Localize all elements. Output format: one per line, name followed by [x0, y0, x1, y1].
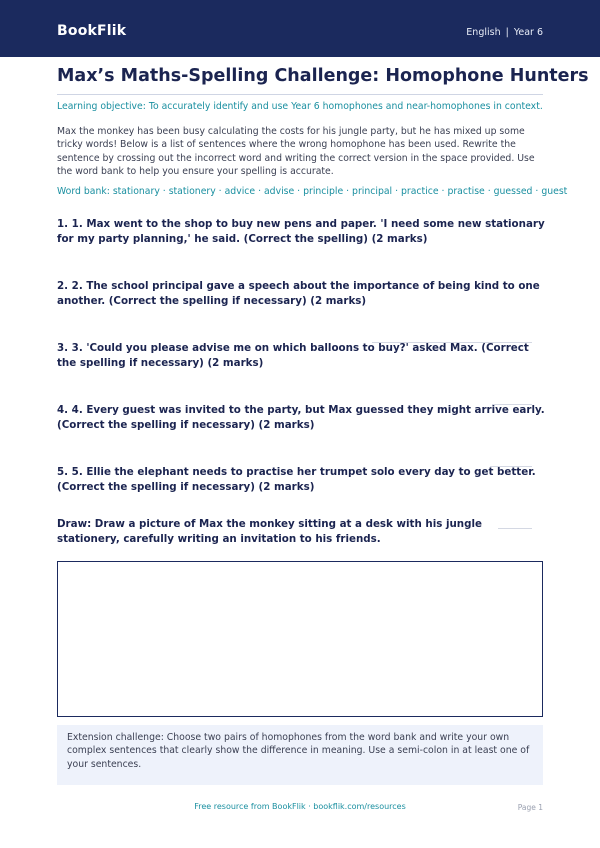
subject-label: English	[466, 27, 501, 38]
question-3: 3. 3. 'Could you please advise me on which balloons to buy?' asked Max. (Correct the spelling if necessary) (2 marks)	[57, 342, 529, 369]
header-meta	[466, 27, 543, 38]
intro-paragraph: Max the monkey has been busy calculating the costs for his jungle party, but he has mixed up some tricky words! Below is a list of sentences where the wrong homophone has been used. Rewrite the sentence by crossing out the incorrect word and writing the correct version in the space provided. Use the word bank to help you ensure your spelling is accurate.	[57, 126, 535, 177]
draw-prompt: Draw: Draw a picture of Max the monkey sitting at a desk with his jungle stationery, carefully writing an invitation to his friends.	[57, 518, 483, 545]
extension-challenge: Extension challenge: Choose two pairs of homophones from the word bank and write your own complex sentences that clearly show the difference in meaning. Use a semi-colon in at least one of your sentences.	[57, 725, 543, 785]
page-number: Page 1	[517, 803, 543, 812]
word-bank: Word bank: stationary · stationery · advice · advise · principle · principal · practice · practise · guessed · guest	[57, 186, 568, 197]
question-4: 4. 4. Every guest was invited to the party, but Max guessed they might arrive early. (Correct the spelling if necessary) (2 marks)	[57, 404, 545, 431]
question-2: 2. 2. The school principal gave a speech about the importance of being kind to one another. (Correct the spelling if necessary) (2 marks)	[57, 280, 540, 307]
title-divider	[57, 94, 543, 95]
brand-logo-text[interactable]: BookFlik	[57, 23, 127, 39]
header-bar	[0, 0, 600, 57]
meta-separator: |	[505, 27, 509, 38]
footer-text[interactable]: Free resource from BookFlik · bookflik.com/resources	[194, 802, 406, 811]
question-1: 1. 1. Max went to the shop to buy new pens and paper. 'I need some new stationary for my party planning,' he said. (Correct the spelling) (2 marks)	[57, 218, 545, 245]
drawing-box[interactable]	[57, 561, 543, 717]
worksheet-title: Max’s Maths-Spelling Challenge: Homophone Hunters	[57, 66, 589, 86]
learning-objective: Learning objective: To accurately identify and use Year 6 homophones and near-homophones in context.	[57, 101, 543, 112]
year-label: Year 6	[513, 27, 543, 38]
question-5: 5. 5. Ellie the elephant needs to practise her trumpet solo every day to get better. (Correct the spelling if necessary) (2 marks)	[57, 466, 536, 493]
